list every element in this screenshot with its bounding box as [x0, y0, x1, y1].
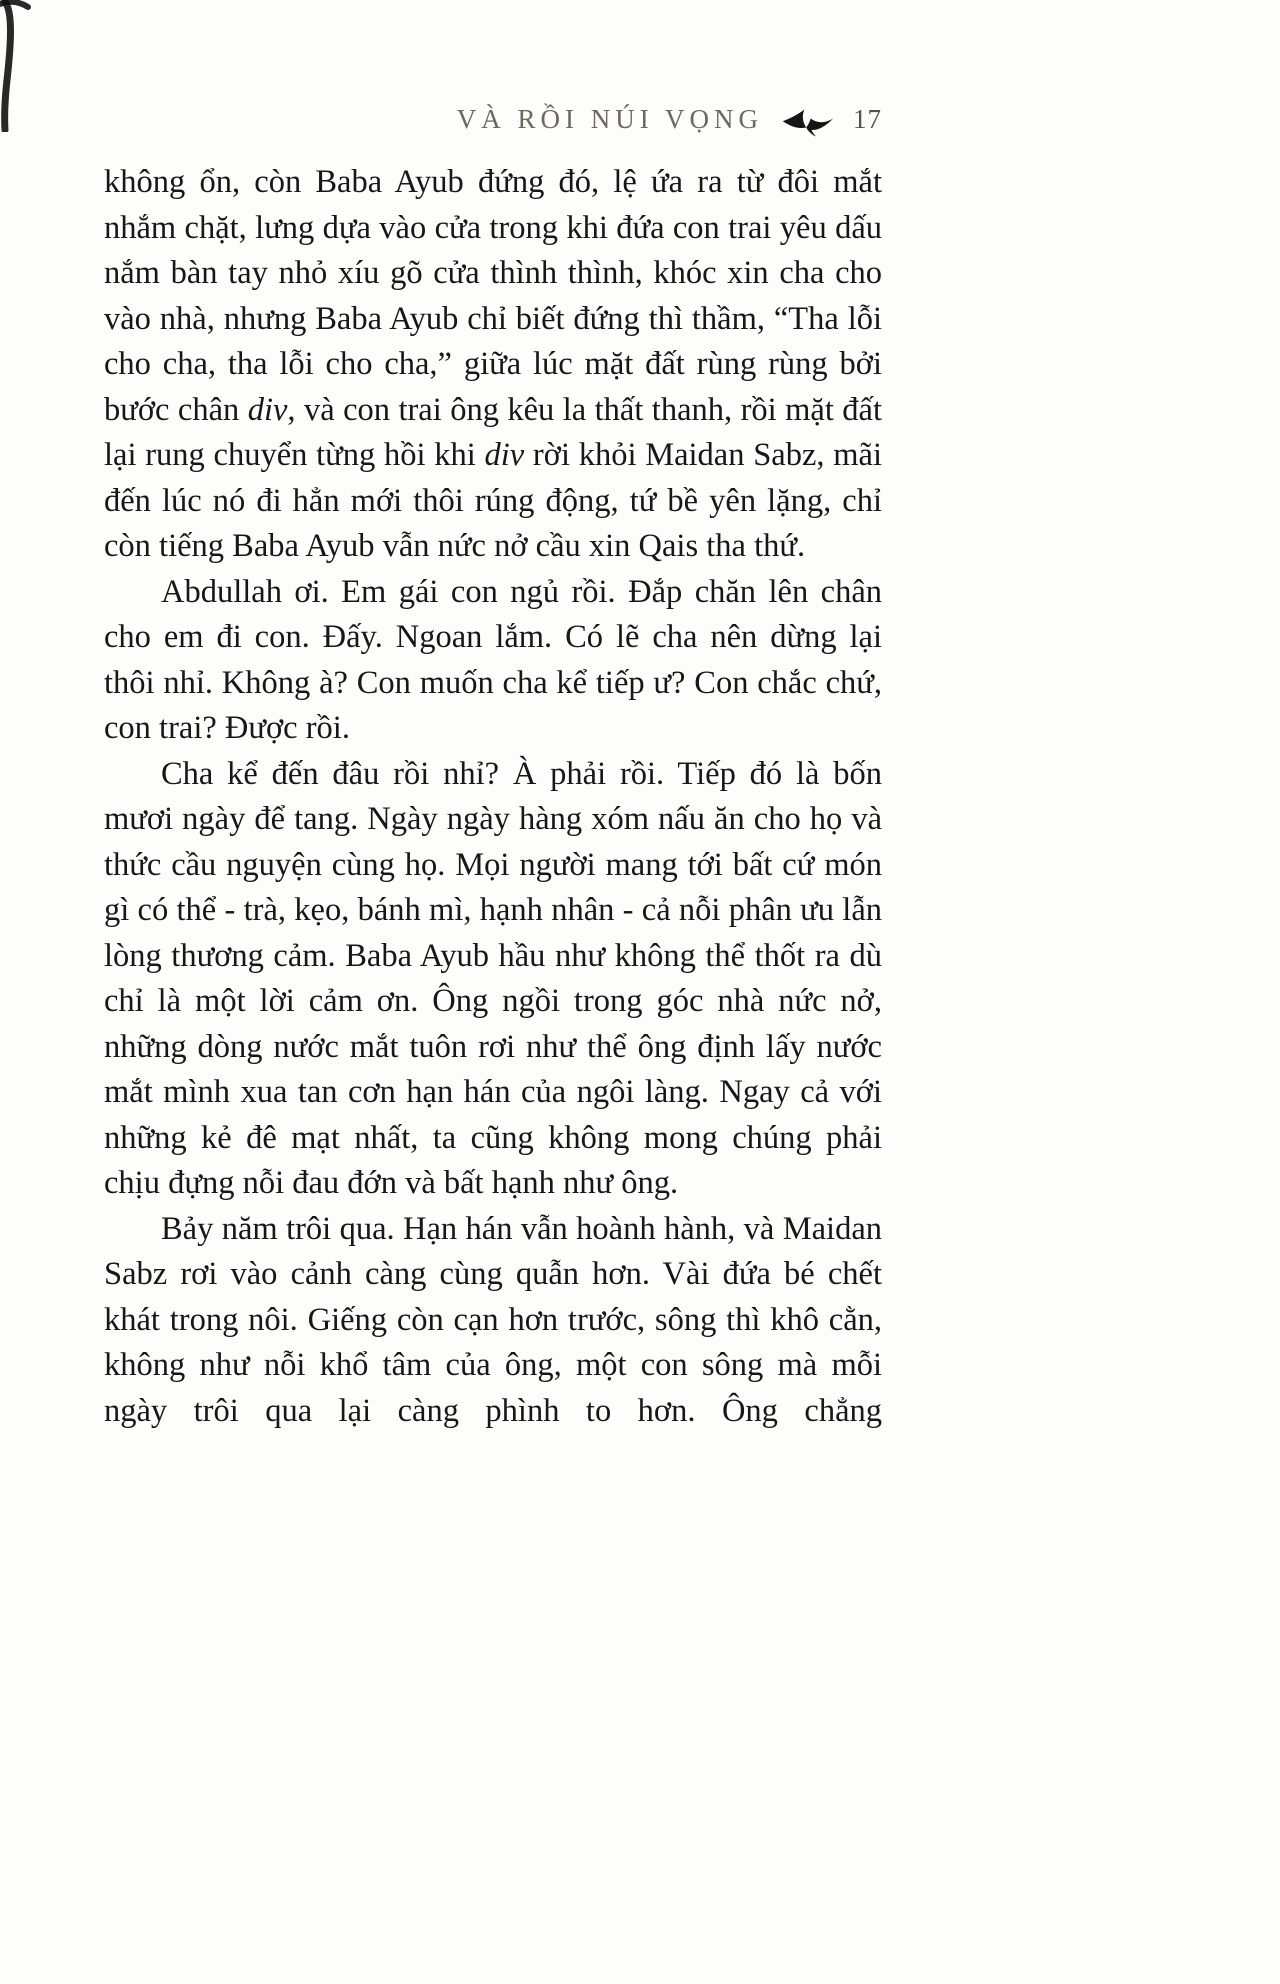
- running-title: VÀ RỒI NÚI VỌNG: [456, 103, 763, 134]
- page-number: 17: [853, 103, 882, 134]
- italic-text-run: div: [247, 391, 288, 428]
- italic-text-run: div: [484, 437, 525, 473]
- paragraph: [104, 160, 882, 570]
- text-run: Cha kể đến đâu rồi nhỉ? À phải rồi. Tiếp đó là bốn mươi ngày để tang. Ngày ngày hàng xóm nấu ăn cho họ và thức cầu nguyện cùng họ. Mọi người mang tới bất cứ món gì có thể - trà, kẹo, bánh mì, hạnh nhân - cả nỗi phân ưu lẫn lòng thương cảm. Baba Ayub hầu như không thể thốt ra dù chỉ là một lời cảm ơn. Ông ngồi trong góc nhà nức nở, những dòng nước mắt tuôn rơi như thể ông định lấy nước mắt mình xua tan cơn hạn hán của ngôi làng. Ngay cả với những kẻ đê mạt nhất, ta cũng không mong chúng phải chịu đựng nỗi đau đớn và bất hạnh như ông.: [104, 755, 882, 1201]
- paragraph: [104, 1207, 882, 1435]
- bird-icon: [781, 107, 835, 139]
- page-body: [104, 160, 882, 1434]
- text-run: rời khỏi Maidan Sabz, mãi đến lúc nó đi hẳn mới thôi rúng động, tứ bề yên lặng, chỉ còn tiếng Baba Ayub vẫn nức nở cầu xin Qais tha thứ.: [104, 437, 882, 564]
- page-header: [104, 96, 882, 142]
- paragraph: [104, 752, 882, 1207]
- text-column: [104, 96, 882, 1434]
- text-run: Bảy năm trôi qua. Hạn hán vẫn hoành hành, và Maidan Sabz rơi vào cảnh càng cùng quẫn hơn. Vài đứa bé chết khát trong nôi. Giếng còn cạn hơn trước, sông thì khô cằn, không như nỗi khổ tâm của ông, một con sông mà mỗi ngày trôi qua lại càng phình to hơn. Ông chẳng: [104, 1210, 882, 1429]
- scan-artifact: [0, 0, 50, 132]
- text-run: không ổn, còn Baba Ayub đứng đó, lệ ứa ra từ đôi mắt nhắm chặt, lưng dựa vào cửa trong khi đứa con trai yêu dấu nắm bàn tay nhỏ xíu gõ cửa thình thình, khóc xin cha cho vào nhà, nhưng Baba Ayub chỉ biết đứng thì thầm, “Tha lỗi cho cha, tha lỗi cho cha,” giữa lúc mặt đất rùng rùng bởi bước chân: [104, 164, 882, 428]
- paragraph: [104, 570, 882, 752]
- text-run: Abdullah ơi. Em gái con ngủ rồi. Đắp chăn lên chân cho em đi con. Đấy. Ngoan lắm. Có lẽ cha nên dừng lại thôi nhỉ. Không à? Con muốn cha kể tiếp ư? Con chắc chứ, con trai? Được rồi.: [104, 573, 882, 746]
- text-run: , và con trai ông kêu la thất thanh, rồi mặt đất lại rung chuyển từng hồi khi: [104, 391, 882, 473]
